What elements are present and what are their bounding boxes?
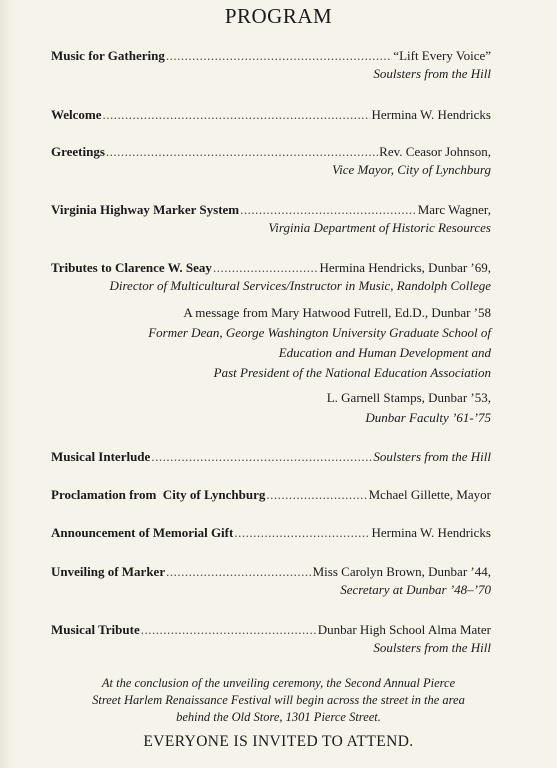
tribute-line: L. Garnell Stamps, Dunbar ’53,: [326, 390, 491, 405]
item-subline: Soulsters from the Hill: [373, 66, 491, 81]
program-item-music-for-gathering: [51, 47, 491, 83]
item-value: Miss Carolyn Brown, Dunbar ’44,: [312, 564, 491, 579]
item-label: Welcome: [51, 107, 102, 122]
tribute-stamps: [327, 388, 491, 428]
program-item-unveiling-of-marker: [51, 563, 491, 599]
tribute-line: Former Dean, George Washington University Graduate School of: [148, 325, 491, 340]
footer-line: At the conclusion of the unveiling ceremony, the Second Annual Pierce: [101, 676, 456, 690]
footer-line: Street Harlem Renaissance Festival will begin across the street in the area: [92, 693, 465, 707]
leader-dots: [106, 143, 378, 161]
item-subline: Director of Multicultural Services/Instructor in Music, Randolph College: [109, 278, 491, 293]
tribute-line: Past President of the National Education Association: [213, 365, 491, 380]
item-value: Soulsters from the Hill: [373, 449, 491, 464]
tribute-message-futrell: [148, 303, 491, 383]
footer-line: behind the Old Store, 1301 Pierce Street.: [176, 710, 381, 724]
item-label: Musical Interlude: [51, 449, 151, 464]
program-item-highway-marker-system: [51, 201, 491, 237]
footer-note: [40, 675, 517, 726]
item-label: Musical Tribute: [51, 622, 140, 637]
item-subline: Virginia Department of Historic Resources: [268, 220, 491, 235]
item-label: Greetings: [51, 144, 105, 159]
item-label: Announcement of Memorial Gift: [51, 525, 234, 540]
leader-dots: [240, 201, 417, 219]
item-subline: Soulsters from the Hill: [373, 640, 491, 655]
item-label: Virginia Highway Marker System: [51, 202, 240, 217]
program-item-welcome: [51, 106, 491, 124]
program-item-musical-interlude: [51, 448, 491, 466]
tribute-line: A message from Mary Hatwood Futrell, Ed.D., Dunbar ’58: [183, 305, 491, 320]
item-label: Tributes to Clarence W. Seay: [51, 260, 212, 275]
program-item-memorial-gift: [51, 524, 491, 542]
item-value: Hermina W. Hendricks: [371, 525, 491, 540]
item-label: Proclamation from City of Lynchburg: [51, 487, 266, 502]
item-subline: Vice Mayor, City of Lynchburg: [332, 162, 491, 177]
item-value: Marc Wagner,: [417, 202, 491, 217]
item-value: Mchael Gillette, Mayor: [368, 487, 491, 502]
leader-dots: [103, 106, 371, 124]
item-value: Hermina W. Hendricks: [371, 107, 491, 122]
leader-dots: [151, 448, 372, 466]
program-item-greetings: [51, 143, 491, 179]
leader-dots: [141, 621, 317, 639]
leader-dots: [166, 47, 392, 65]
tribute-line: Dunbar Faculty ’61-’75: [365, 410, 491, 425]
item-subline: Secretary at Dunbar ’48–’70: [340, 582, 491, 597]
leader-dots: [166, 563, 312, 581]
item-label: Music for Gathering: [51, 48, 165, 63]
leader-dots: [234, 524, 370, 542]
program-title: PROGRAM: [224, 4, 333, 28]
program-item-proclamation: [51, 486, 491, 504]
closing-invitation: EVERYONE IS INVITED TO ATTEND.: [143, 733, 414, 750]
item-value: Dunbar High School Alma Mater: [317, 622, 491, 637]
page-edge-shadow: [0, 0, 14, 768]
leader-dots: [266, 486, 367, 504]
program-item-musical-tribute: [51, 621, 491, 657]
program-item-tributes: [51, 259, 491, 295]
item-value: Rev. Ceasor Johnson,: [379, 144, 491, 159]
item-value: “Lift Every Voice”: [393, 48, 491, 63]
leader-dots: [213, 259, 319, 277]
item-value: Hermina Hendricks, Dunbar ’69,: [319, 260, 491, 275]
item-label: Unveiling of Marker: [51, 564, 166, 579]
tribute-line: Education and Human Development and: [278, 345, 491, 360]
